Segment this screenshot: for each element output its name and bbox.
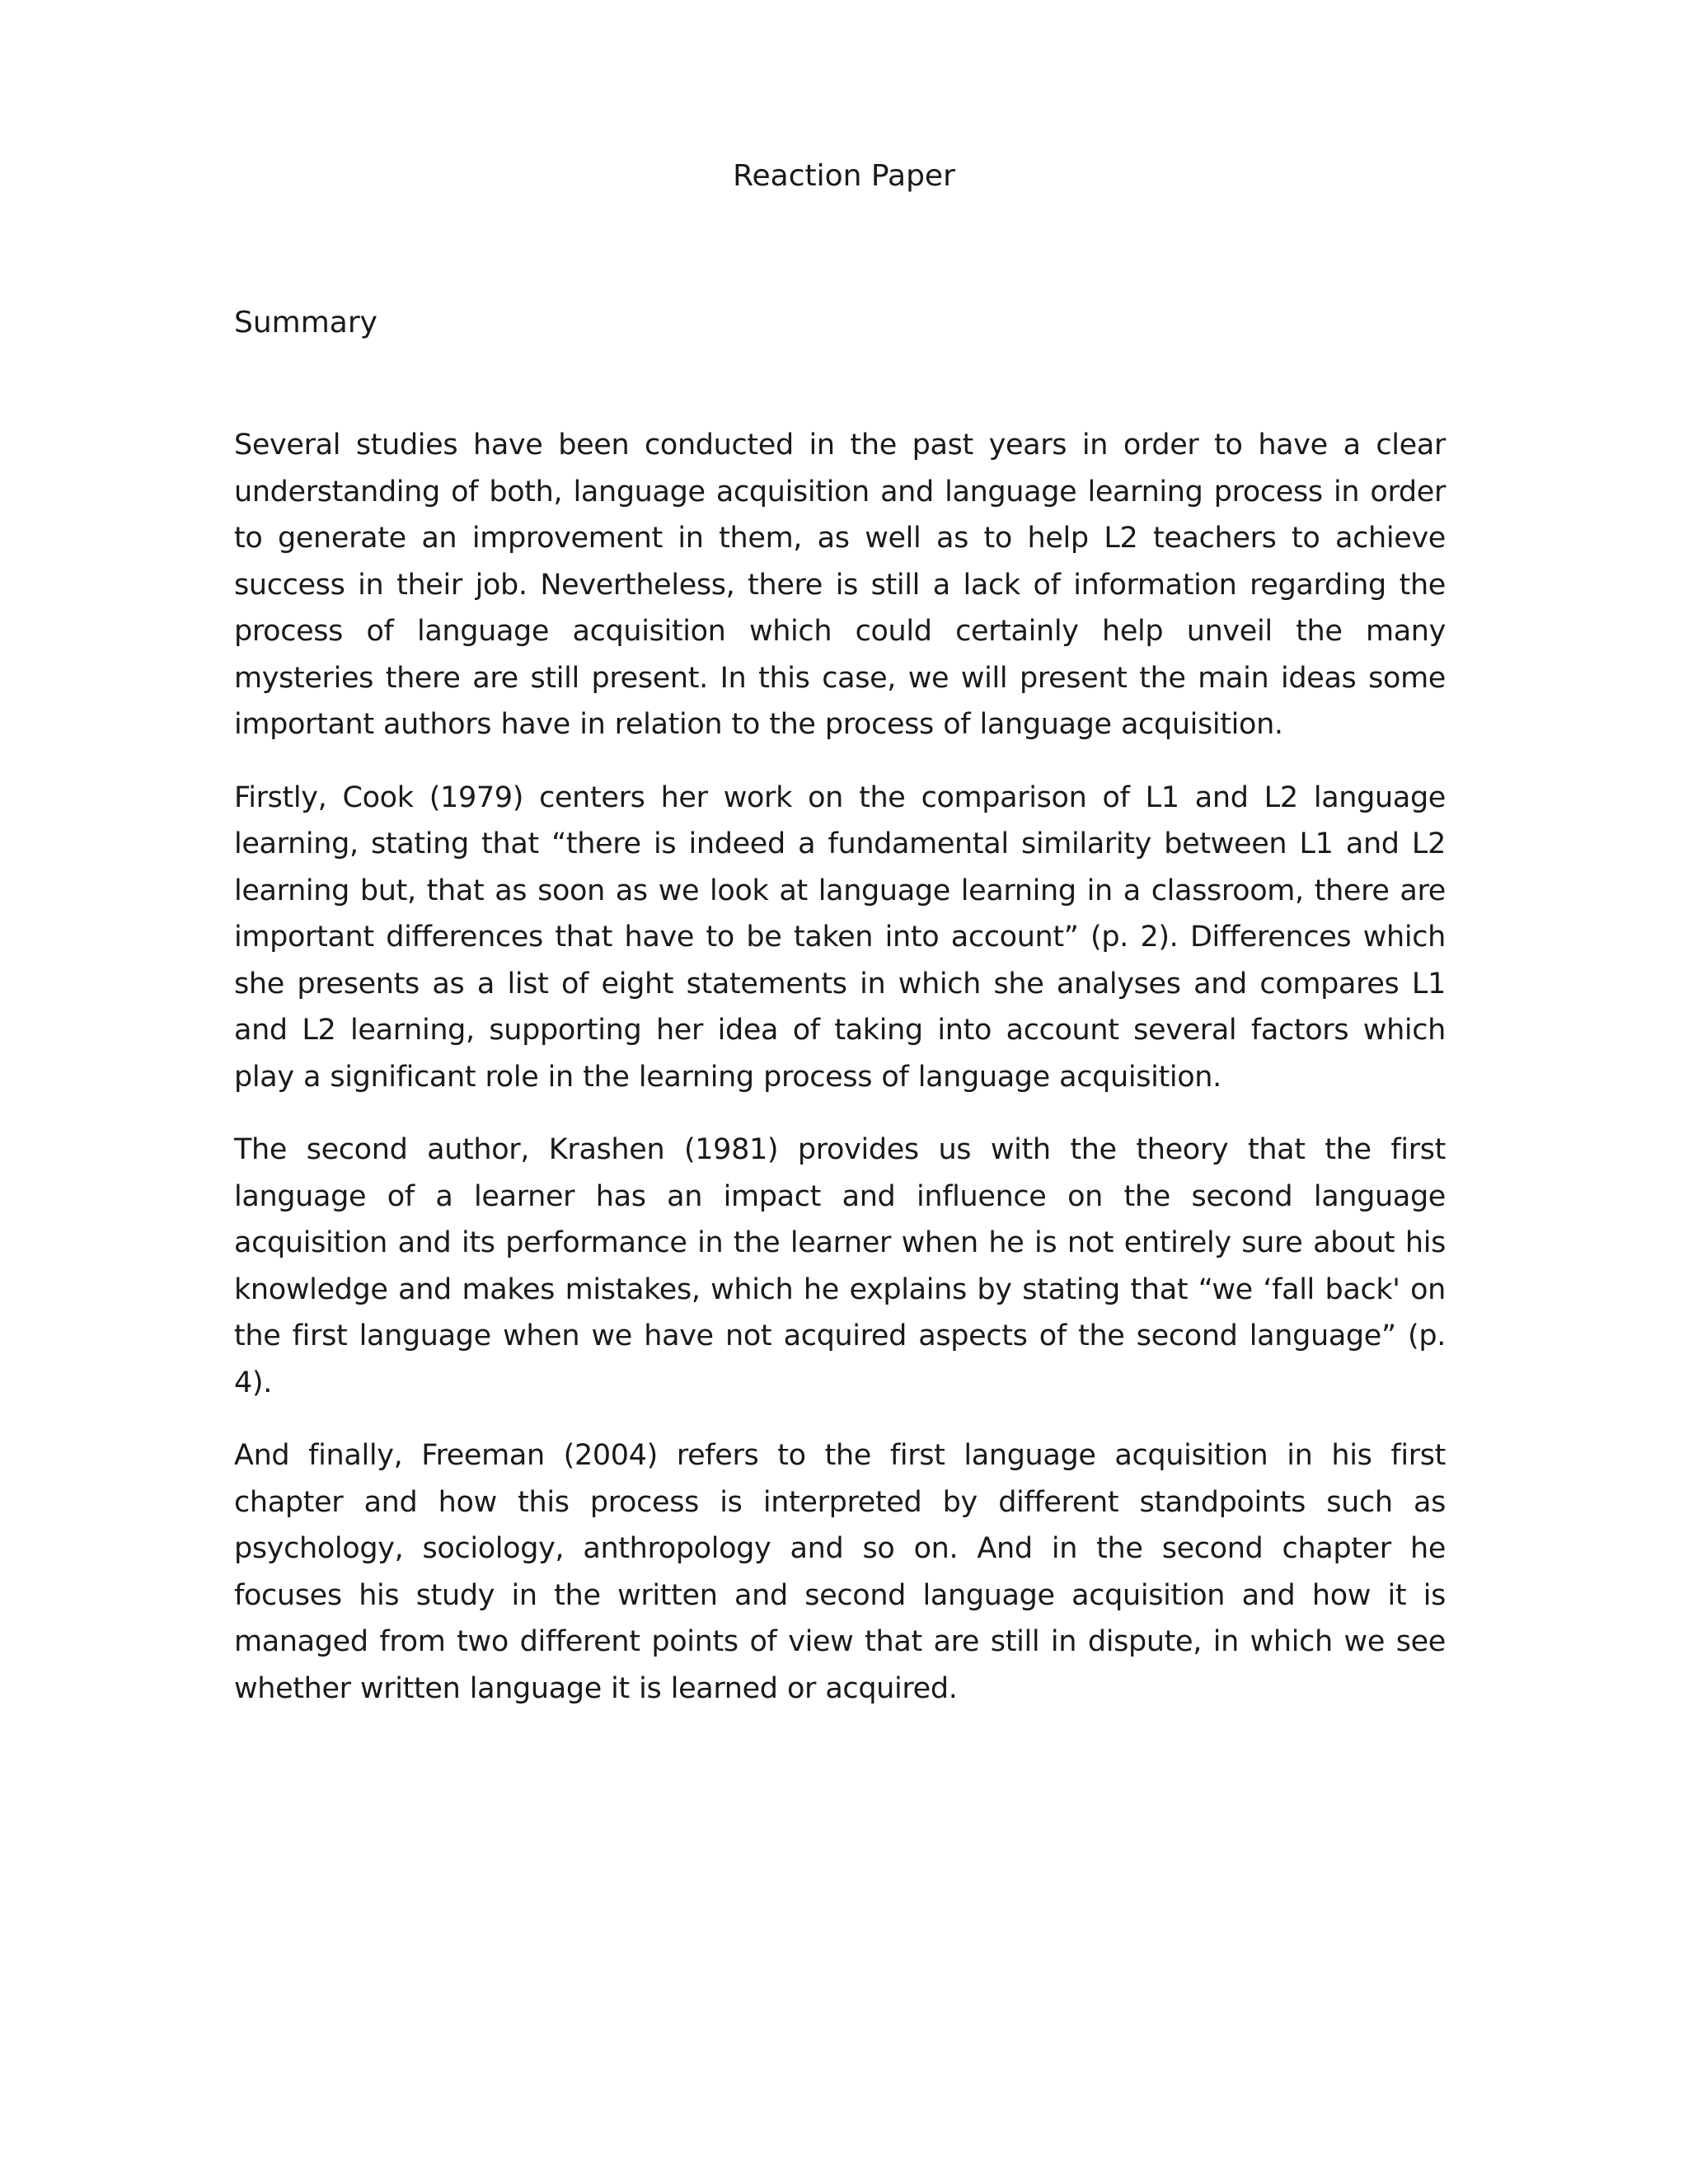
- paragraph-intro: Several studies have been conducted in the past years in order to have a clear understanding of both, language acquisition and language learning process in order to generate an improvement in them, as well as to help L2 teachers to achieve success in their job. Nevertheless, there is still a lack of information regarding the process of language acquisition which could certainly help unveil the many mysteries there are still present. In this case, we will present the main ideas some important authors have in relation to the process of language acquisition.: [234, 429, 1446, 741]
- document-title: Reaction Paper: [733, 159, 955, 193]
- section-heading-summary: Summary: [234, 306, 377, 340]
- paragraph-krashen: The second author, Krashen (1981) provides us with the theory that the first language of a learner has an impact and influence on the second language acquisition and its performance in the learner when he is not entirely sure about his knowledge and makes mistakes, which he explains by stating that “we ‘fall back' on the first language when we have not acquired aspects of the second language” (p. 4).: [234, 1133, 1446, 1399]
- paragraph-cook: Firstly, Cook (1979) centers her work on the comparison of L1 and L2 language learning, stating that “there is indeed a fundamental similarity between L1 and L2 learning but, that as soon as we look at language learning in a classroom, there are important differences that have to be taken into account” (p. 2). Differences which she presents as a list of eight statements in which she analyses and compares L1 and L2 learning, supporting her idea of taking into account several factors which play a significant role in the learning process of language acquisition.: [234, 780, 1446, 1094]
- paragraph-freeman: And finally, Freeman (2004) refers to the first language acquisition in his first chapter and how this process is interpreted by different standpoints such as psychology, sociology, anthropology and so on. And in the second chapter he focuses his study in the written and second language acquisition and how it is managed from two different points of view that are still in dispute, in which we see whether written language it is learned or acquired.: [234, 1439, 1446, 1705]
- summary-body: [234, 422, 1446, 1738]
